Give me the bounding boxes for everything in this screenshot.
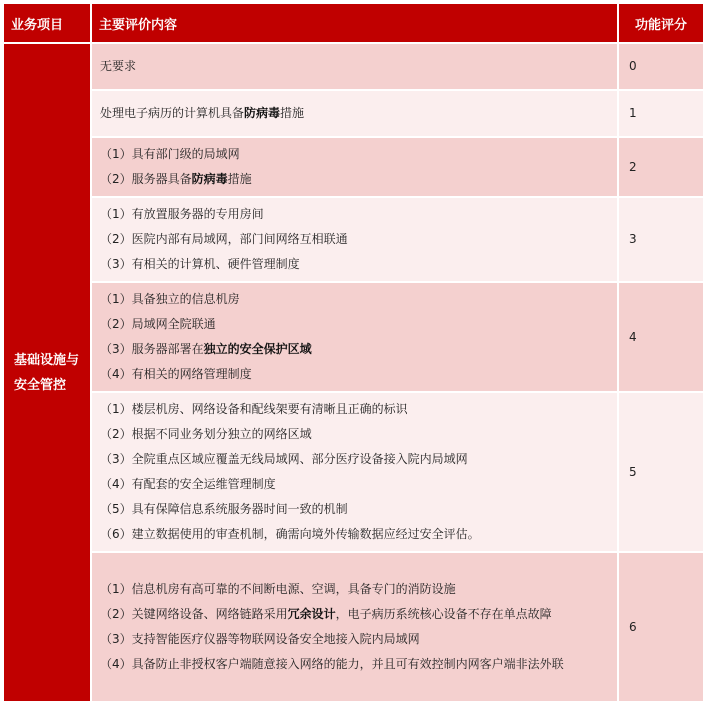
score-cell: 2 (619, 138, 703, 196)
score-cell: 4 (619, 283, 703, 391)
header-row (4, 4, 703, 42)
criteria-text: 无要求 (100, 59, 137, 73)
content-cell (92, 393, 617, 551)
content-cell (92, 553, 617, 701)
criteria-line (100, 472, 609, 497)
emphasis-text: 防病毒 (244, 106, 281, 120)
criteria-line (100, 167, 609, 192)
criteria-line (100, 252, 609, 277)
criteria-line (100, 337, 609, 362)
score-cell: 1 (619, 91, 703, 136)
criteria-line (100, 652, 609, 677)
criteria-text: （5）具有保障信息系统服务器时间一致的机制 (100, 502, 348, 516)
criteria-text: （1）具有部门级的局域网 (100, 147, 240, 161)
criteria-text: （1）楼层机房、网络设备和配线架要有清晰且正确的标识 (100, 402, 408, 416)
criteria-line (100, 602, 609, 627)
criteria-text: 措施 (280, 106, 305, 120)
criteria-text: （3）全院重点区域应覆盖无线局域网、部分医疗设备接入院内局域网 (100, 452, 468, 466)
table-row (4, 138, 703, 196)
criteria-line (100, 312, 609, 337)
score-cell: 0 (619, 44, 703, 89)
criteria-text: （6）建立数据使用的审查机制，确需向境外传输数据应经过安全评估。 (100, 527, 480, 541)
criteria-line (100, 522, 609, 547)
criteria-text: （2）根据不同业务划分独立的网络区域 (100, 427, 312, 441)
criteria-text: （3）服务器部署在 (100, 342, 204, 356)
table-row (4, 198, 703, 281)
criteria-text: （2）服务器具备 (100, 172, 192, 186)
table-row (4, 283, 703, 391)
criteria-text: （2）医院内部有局域网，部门间网络互相联通 (100, 232, 348, 246)
criteria-line (100, 577, 609, 602)
content-cell (92, 44, 617, 89)
criteria-text: （1）信息机房有高可靠的不间断电源、空调，具备专门的消防设施 (100, 582, 456, 596)
table-row (4, 91, 703, 136)
emphasis-text: 防病毒 (191, 172, 228, 186)
evaluation-table (2, 2, 703, 703)
criteria-text: （4）具备防止非授权客户端随意接入网络的能力，并且可有效控制内网客户端非法外联 (100, 657, 564, 671)
content-cell (92, 283, 617, 391)
criteria-line (100, 397, 609, 422)
criteria-line (100, 497, 609, 522)
criteria-line (100, 447, 609, 472)
criteria-text: （1）有放置服务器的专用房间 (100, 207, 264, 221)
table-row (4, 553, 703, 701)
table-row (4, 393, 703, 551)
emphasis-text: 独立的安全保护区域 (203, 342, 312, 356)
criteria-line (100, 227, 609, 252)
criteria-text: （2）关键网络设备、网络链路采用 (100, 607, 288, 621)
criteria-line (100, 101, 609, 126)
criteria-line (100, 54, 609, 79)
criteria-line (100, 202, 609, 227)
criteria-text: （4）有配套的安全运维管理制度 (100, 477, 276, 491)
criteria-line (100, 287, 609, 312)
content-cell (92, 138, 617, 196)
score-cell: 3 (619, 198, 703, 281)
score-cell: 6 (619, 553, 703, 701)
criteria-text: （1）具备独立的信息机房 (100, 292, 240, 306)
criteria-text: 措施 (227, 172, 252, 186)
criteria-line (100, 142, 609, 167)
table-row (4, 44, 703, 89)
criteria-text: （3）支持智能医疗仪器等物联网设备安全地接入院内局域网 (100, 632, 420, 646)
criteria-line (100, 422, 609, 447)
criteria-text: （2）局域网全院联通 (100, 317, 216, 331)
header-category: 业务项目 (4, 4, 90, 42)
criteria-text: （4）有相关的网络管理制度 (100, 367, 252, 381)
criteria-text: （3）有相关的计算机、硬件管理制度 (100, 257, 300, 271)
criteria-text: ，电子病历系统核心设备不存在单点故障 (335, 607, 552, 621)
criteria-line (100, 627, 609, 652)
score-cell: 5 (619, 393, 703, 551)
criteria-line (100, 362, 609, 387)
emphasis-text: 冗余设计 (287, 607, 336, 621)
header-score: 功能评分 (619, 4, 703, 42)
category-cell: 基础设施与安全管控 (4, 44, 90, 701)
header-content: 主要评价内容 (92, 4, 617, 42)
criteria-text: 处理电子病历的计算机具备 (100, 106, 245, 120)
content-cell (92, 91, 617, 136)
table-body (4, 44, 703, 701)
content-cell (92, 198, 617, 281)
